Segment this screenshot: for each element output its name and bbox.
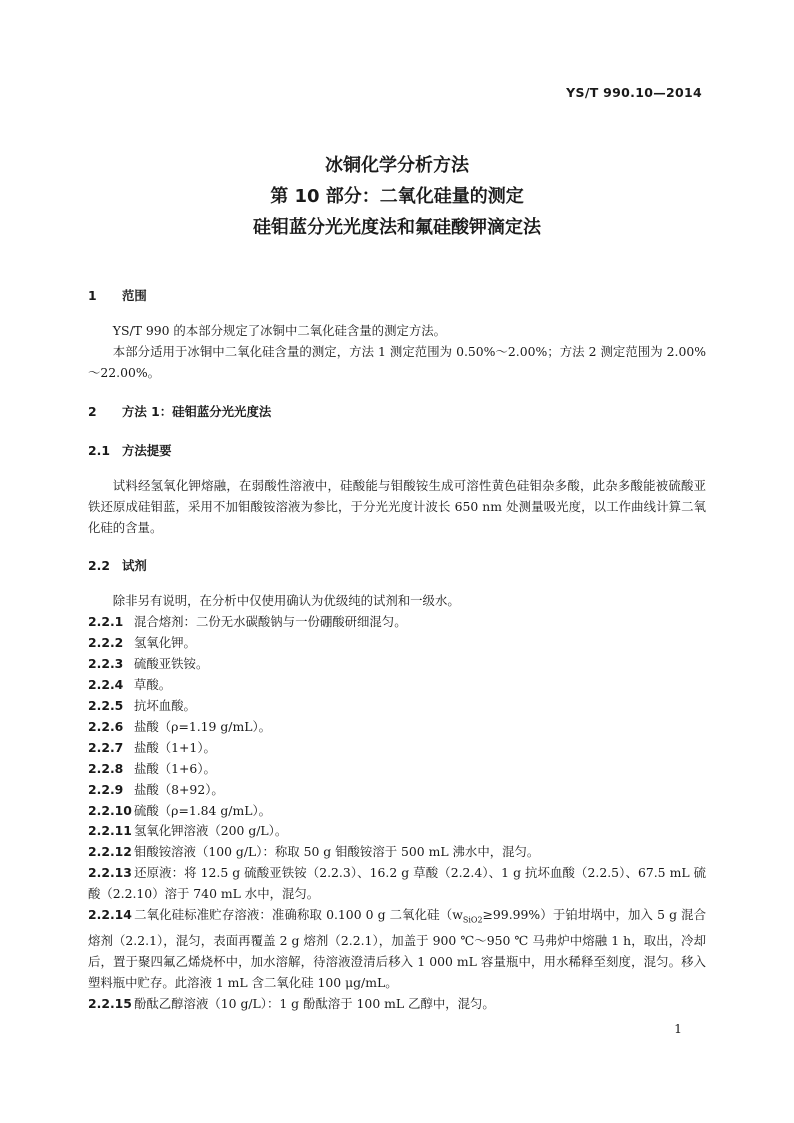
document-body xyxy=(88,286,706,1015)
list-item-standard-solution: 2.2.14 二氧化硅标准贮存溶液：准确称取 0.100 0 g 二氧化硅$(w_{SiO2}\ge 99.99\%)$于铂坩埚中，加入 5 g 混合熔剂（2.2.1），混匀，表面再覆盖 2 g 熔剂（2.2.1），加盖于 900 ℃～950 ℃ 马弗炉中熔融 1 h，取出，冷却后，置于聚四氟乙烯烧杯中，加水溶解，待溶液澄清后移入 1 000 mL 容量瓶中，用水稀释至刻度，混匀。移入塑料瓶中贮存。此溶液 1 mL 含二氧化硅 100 μg/mL。 xyxy=(88,907,706,991)
list-item: 2.2.13 还原液：将 12.5 g 硫酸亚铁铵（2.2.3）、16.2 g 草酸（2.2.4）、1 g 抗坏血酸（2.2.5）、67.5 mL 硫酸（2.2.10）溶于 740 mL 水中，混匀。 xyxy=(88,865,706,902)
list-item: 2.2.1 混合熔剂：二份无水碳酸钠与一份硼酸研细混匀。 xyxy=(88,614,407,630)
title-line-3: 硅钼蓝分光光度法和氟硅酸钾滴定法 xyxy=(253,217,541,238)
formula-subscript: SiO2 xyxy=(462,915,483,925)
title-line-1: 冰铜化学分析方法 xyxy=(325,155,469,176)
section-2-heading xyxy=(88,402,706,423)
section-title: 试剂 xyxy=(122,558,147,574)
scope-paragraph-1: YS/T 990 的本部分规定了冰铜中二氧化硅含量的测定方法。 xyxy=(112,323,447,338)
list-item: 2.2.12 钼酸铵溶液（100 g/L）：称取 50 g 钼酸铵溶于 500 mL 沸水中，混匀。 xyxy=(88,844,540,860)
list-item: 2.2.9 盐酸（8+92）。 xyxy=(88,781,224,797)
section-title: 方法 1：硅钼蓝分光光度法 xyxy=(122,403,272,419)
method-summary-paragraph: 试料经氢氧化钾熔融，在弱酸性溶液中，硅酸能与钼酸铵生成可溶性黄色硅钼杂多酸，此杂多酸能被硫酸亚铁还原成硅钼蓝，采用不加钼酸铵溶液为参比，于分光光度计波长 650 nm 处测量吸光度，以工作曲线计算二氧化硅的含量。 xyxy=(88,477,706,535)
section-2-2-heading xyxy=(88,556,706,577)
list-item: 2.2.15 酚酞乙醇溶液（10 g/L）：1 g 酚酞溶于 100 mL 乙醇中，混匀。 xyxy=(88,996,495,1012)
list-item: 2.2.11 氢氧化钾溶液（200 g/L）。 xyxy=(88,823,288,839)
list-item: 2.2.4 草酸。 xyxy=(88,677,172,693)
section-1-heading xyxy=(88,286,706,307)
section-number: 2.2 xyxy=(88,558,110,574)
list-item: 2.2.3 硫酸亚铁铵。 xyxy=(88,656,209,672)
section-number: 1 xyxy=(88,288,97,303)
standard-code: YS/T 990.10—2014 xyxy=(566,85,702,100)
list-item: 2.2.5 抗坏血酸。 xyxy=(88,697,196,713)
reagents-intro: 除非另有说明，在分析中仅使用确认为优级纯的试剂和一级水。 xyxy=(112,593,460,609)
section-number: 2.1 xyxy=(88,442,110,458)
section-number: 2 xyxy=(88,403,97,419)
scope-paragraph-2: 本部分适用于冰铜中二氧化硅含量的测定，方法 1 测定范围为 0.50%～2.00%；方法 2 测定范围为 2.00%～22.00%。 xyxy=(88,343,706,380)
list-item: 2.2.6 盐酸（ρ=1.19 g/mL）。 xyxy=(88,718,272,734)
list-item: 2.2.10 硫酸（ρ=1.84 g/mL）。 xyxy=(88,802,272,818)
list-item: 2.2.2 氢氧化钾。 xyxy=(88,635,196,651)
page-number: 1 xyxy=(674,1021,682,1036)
list-item: 2.2.8 盐酸（1+6）。 xyxy=(88,760,216,776)
list-item: 2.2.7 盐酸（1+1）。 xyxy=(88,739,216,755)
section-title: 范围 xyxy=(122,288,147,303)
section-2-1-heading xyxy=(88,441,706,462)
title-line-2: 第 10 部分：二氧化硅量的测定 xyxy=(270,186,524,207)
section-title: 方法提要 xyxy=(122,442,172,458)
document-title xyxy=(0,150,794,243)
